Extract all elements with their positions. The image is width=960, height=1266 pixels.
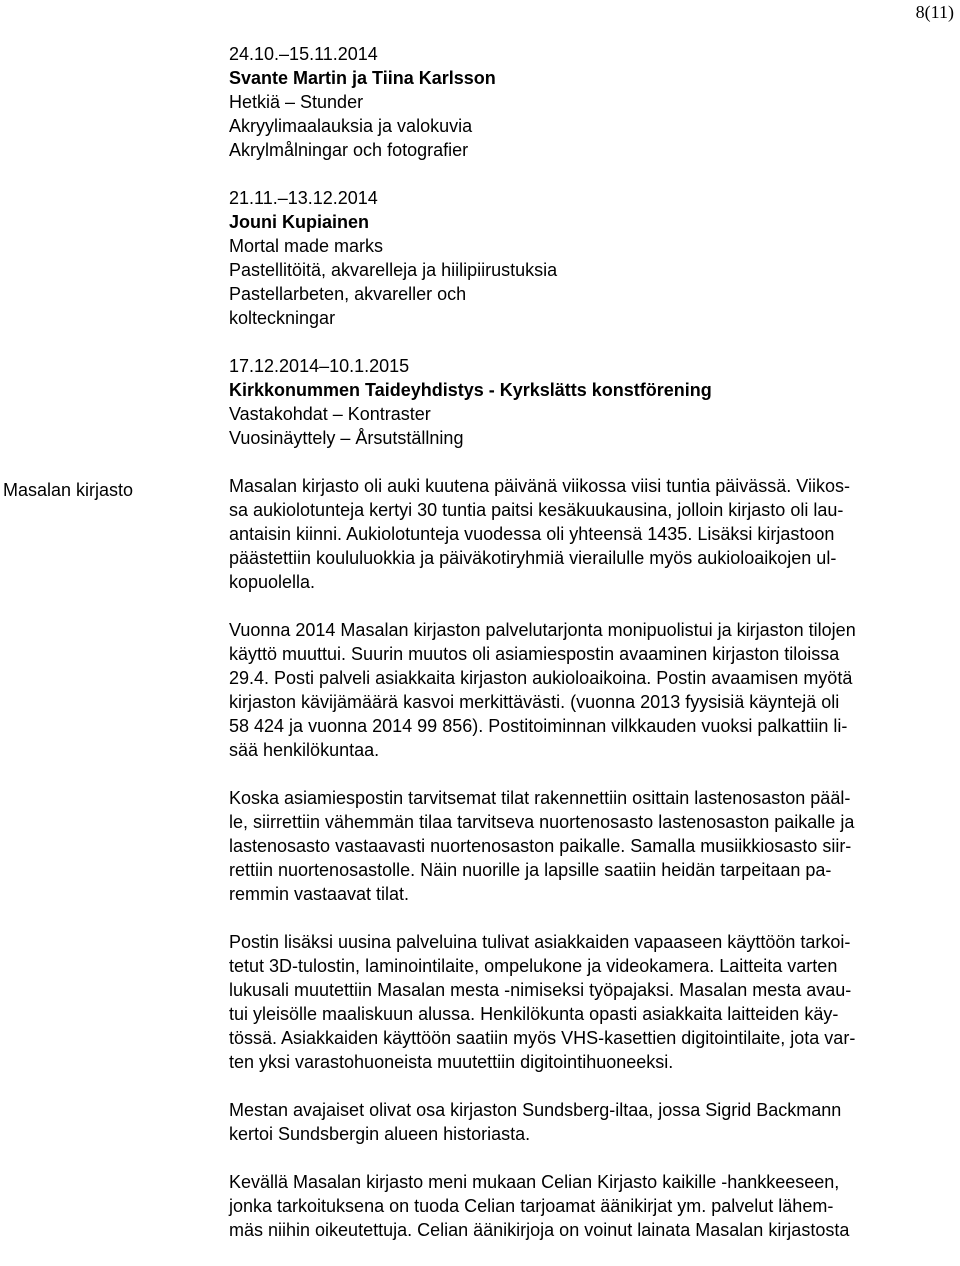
exhibition-dates: 24.10.–15.11.2014 <box>229 44 378 64</box>
paragraph <box>229 1098 957 1146</box>
paragraph-line: päästettiin koululuokkia ja päiväkotiryhmiä vierailulle myös aukioloaikojen ul- <box>229 548 837 568</box>
exhibition-1 <box>229 42 957 162</box>
section-label: Masalan kirjasto <box>3 480 134 500</box>
exhibition-2 <box>229 186 957 330</box>
exhibition-line: kolteckningar <box>229 308 336 328</box>
paragraph-line: Mestan avajaiset olivat osa kirjaston Sundsberg-iltaa, jossa Sigrid Backmann <box>229 1100 842 1120</box>
paragraph-line: kertoi Sundsbergin alueen historiasta. <box>229 1124 531 1144</box>
exhibition-3 <box>229 354 957 450</box>
paragraph-line: 29.4. Posti palveli asiakkaita kirjaston aukioloaikoina. Postin avaamisen myötä <box>229 668 853 688</box>
section-body <box>229 474 957 1242</box>
paragraph-line: käyttö muuttui. Suurin muutos oli asiamiespostin avaaminen kirjaston tiloissa <box>229 644 840 664</box>
paragraph-line: mäs niihin oikeutettuja. Celian äänikirjoja on voinut lainata Masalan kirjastosta <box>229 1220 850 1240</box>
exhibition-line: Akrylmålningar och fotografier <box>229 140 469 160</box>
paragraph-line: Kevällä Masalan kirjasto meni mukaan Celian Kirjasto kaikille -hankkeeseen, <box>229 1172 840 1192</box>
paragraph-line: lukusali muutettiin Masalan mesta -nimiseksi työpajaksi. Masalan mesta avau- <box>229 980 852 1000</box>
document-body <box>229 42 957 1266</box>
paragraph-line: tui yleisölle maaliskuun alussa. Henkilökunta opasti asiakkaita laitteiden käy- <box>229 1004 839 1024</box>
paragraph-line: antaisin kiinni. Aukiolotunteja vuodessa oli yhteensä 1435. Lisäksi kirjastoon <box>229 524 835 544</box>
paragraph-line: Masalan kirjasto oli auki kuutena päivänä viikossa viisi tuntia päivässä. Viikos- <box>229 476 850 496</box>
paragraph-line: Postin lisäksi uusina palveluina tulivat asiakkaiden vapaaseen käyttöön tarkoi- <box>229 932 851 952</box>
paragraph-line: ten yksi varastohuoneista muutettiin digitointihuoneeksi. <box>229 1052 674 1072</box>
page-number: 8(11) <box>915 2 954 22</box>
exhibition-dates: 17.12.2014–10.1.2015 <box>229 356 410 376</box>
paragraph-line: kopuolella. <box>229 572 316 592</box>
paragraph-line: tössä. Asiakkaiden käyttöön saatiin myös VHS-kasettien digitointilaite, jota var- <box>229 1028 856 1048</box>
paragraph-line: remmin vastaavat tilat. <box>229 884 410 904</box>
paragraph-line: jonka tarkoituksena on tuoda Celian tarjoamat äänikirjat ym. palvelut lähem- <box>229 1196 834 1216</box>
paragraph-line: Vuonna 2014 Masalan kirjaston palvelutarjonta monipuolistui ja kirjaston tilojen <box>229 620 856 640</box>
paragraph-line: rettiin nuortenosastolle. Näin nuorille ja lapsille saatiin heidän tarpeitaan pa- <box>229 860 832 880</box>
paragraph <box>229 618 957 762</box>
paragraph <box>229 786 957 906</box>
exhibition-artist: Kirkkonummen Taideyhdistys - Kyrkslätts konstförening <box>229 380 712 400</box>
exhibition-artist: Svante Martin ja Tiina Karlsson <box>229 68 496 88</box>
paragraph-line: tetut 3D-tulostin, laminointilaite, ompelukone ja videokamera. Laitteita varten <box>229 956 838 976</box>
paragraph-line: le, siirrettiin vähemmän tilaa tarvitseva nuortenosasto lastenosaston paikalle ja <box>229 812 855 832</box>
paragraph-line: kirjaston kävijämäärä kasvoi merkittävästi. (vuonna 2013 fyysisiä käyntejä oli <box>229 692 840 712</box>
exhibition-line: Vastakohdat – Kontraster <box>229 404 431 424</box>
paragraph-line: Koska asiamiespostin tarvitsemat tilat rakennettiin osittain lastenosaston pääl- <box>229 788 851 808</box>
exhibition-line: Pastellitöitä, akvarelleja ja hiilipiirustuksia <box>229 260 558 280</box>
paragraph-line: sa aukiolotunteja kertyi 30 tuntia paitsi kesäkuukausina, jolloin kirjasto oli lau- <box>229 500 844 520</box>
paragraph <box>229 930 957 1074</box>
exhibition-artist: Jouni Kupiainen <box>229 212 370 232</box>
paragraph-line: lastenosasto vastaavasti nuortenosaston paikalle. Samalla musiikkiosasto siir- <box>229 836 852 856</box>
paragraph-line: 58 424 ja vuonna 2014 99 856). Postitoiminnan vilkkauden vuoksi palkattiin li- <box>229 716 848 736</box>
paragraph-line: sää henkilökuntaa. <box>229 740 380 760</box>
exhibition-line: Hetkiä – Stunder <box>229 92 364 112</box>
exhibition-dates: 21.11.–13.12.2014 <box>229 188 378 208</box>
paragraph <box>229 1170 957 1242</box>
exhibition-line: Akryylimaalauksia ja valokuvia <box>229 116 473 136</box>
exhibition-line: Vuosinäyttely – Årsutställning <box>229 428 464 448</box>
exhibition-line: Pastellarbeten, akvareller och <box>229 284 467 304</box>
exhibition-line: Mortal made marks <box>229 236 384 256</box>
paragraph <box>229 474 957 594</box>
